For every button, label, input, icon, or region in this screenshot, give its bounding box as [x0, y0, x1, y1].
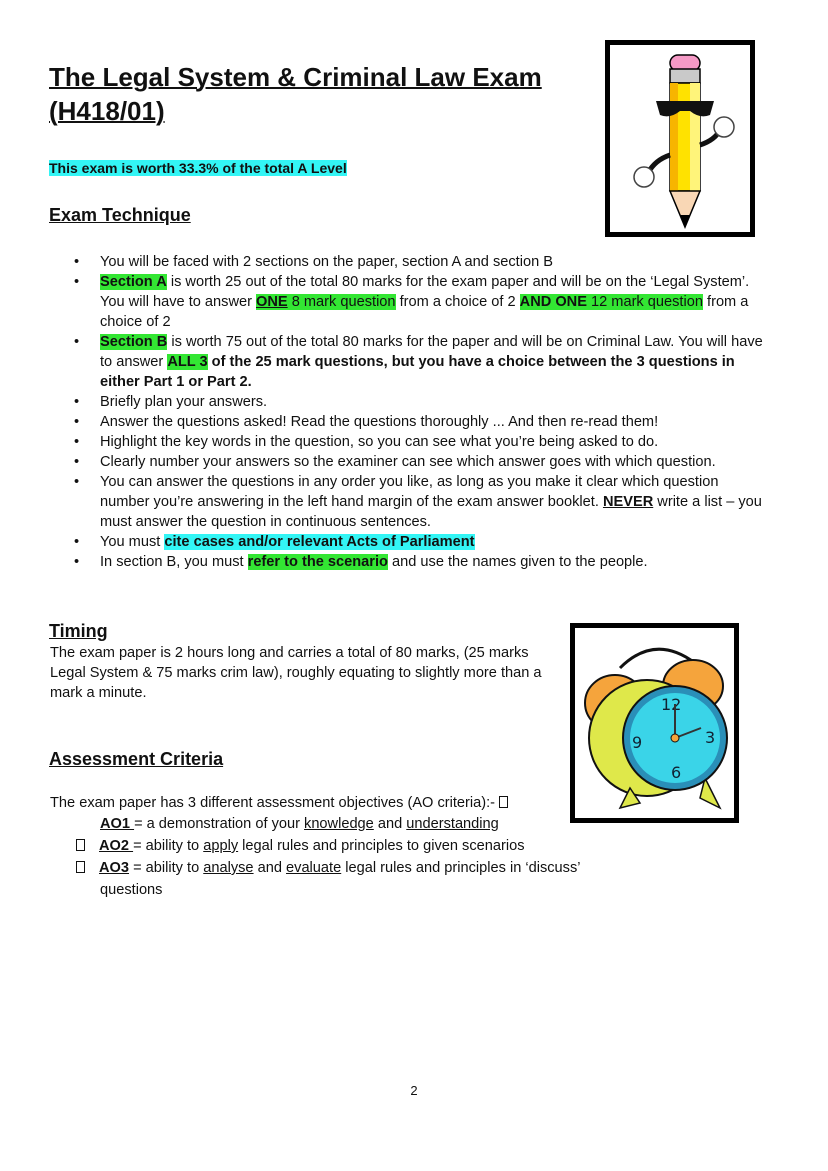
list-item: • You can answer the questions in any order you like, as long as you make it clear which question number you’re answering in the left hand margin of the exam answer booklet. NEVER write a list – you must answer the question in continuous sentences.: [74, 474, 762, 530]
list-item: • In section B, you must refer to the scenario and use the names given to the people.: [74, 554, 648, 570]
ao3-item: AO3 = ability to analyse and evaluate legal rules and principles in ‘discuss’ questions: [76, 857, 580, 901]
pencil-image: [605, 40, 755, 237]
ao2-item: AO2 = ability to apply legal rules and principles to given scenarios: [76, 835, 566, 857]
timing-heading: Timing: [49, 621, 108, 641]
list-item: • Clearly number your answers so the examiner can see which answer goes with which question.: [74, 454, 716, 470]
list-item: • Highlight the key words in the question, so you can see what you’re being asked to do.: [74, 434, 659, 450]
ao1-item: AO1 = a demonstration of your knowledge and understanding: [100, 816, 499, 832]
missing-glyph-box-icon: [76, 861, 85, 873]
page-number: 2: [410, 1083, 418, 1098]
assessment-intro: The exam paper has 3 different assessment objectives (AO criteria):-: [50, 792, 570, 814]
list-item: • Section B is worth 75 out of the total 80 marks for the paper and will be on Criminal Law. You will have to answer ALL 3 of the 25 mark questions, but you have a choice between the 3 questions in either Part 1 or Part 2.: [74, 334, 763, 390]
list-item: • Answer the questions asked! Read the questions thoroughly ... And then re-read them!: [74, 414, 659, 430]
alarm-clock-icon: [575, 628, 734, 818]
alarm-clock-image: [570, 623, 739, 823]
list-item: • You must cite cases and/or relevant Acts of Parliament: [74, 534, 475, 550]
list-item: • Briefly plan your answers.: [74, 394, 268, 410]
svg-text:3: 3: [705, 728, 716, 747]
svg-text:12: 12: [661, 695, 682, 714]
pencil-icon: [610, 45, 750, 232]
assessment-heading: Assessment Criteria: [49, 749, 224, 769]
page-title: The Legal System & Criminal Law Exam (H418/01): [49, 62, 542, 126]
svg-text:9: 9: [632, 733, 643, 752]
list-item: • You will be faced with 2 sections on the paper, section A and section B: [74, 254, 553, 270]
exam-technique-heading: Exam Technique: [49, 205, 191, 225]
timing-text: The exam paper is 2 hours long and carries a total of 80 marks, (25 marks Legal System & 75 marks crim law), roughly equating to slightly more than a mark a minute.: [50, 645, 542, 701]
svg-text:6: 6: [671, 763, 682, 782]
missing-glyph-box-icon: [499, 796, 508, 808]
list-item: • Section A is worth 25 out of the total 80 marks for the exam paper and will be on the ‘Legal System’. You will have to answer ONE 8 mark question from a choice of 2 AND ONE 12 mark question from a choice of 2: [74, 274, 750, 330]
exam-technique-list: [74, 252, 764, 572]
exam-weight-banner: This exam is worth 33.3% of the total A Level: [49, 160, 347, 176]
missing-glyph-box-icon: [76, 839, 85, 851]
